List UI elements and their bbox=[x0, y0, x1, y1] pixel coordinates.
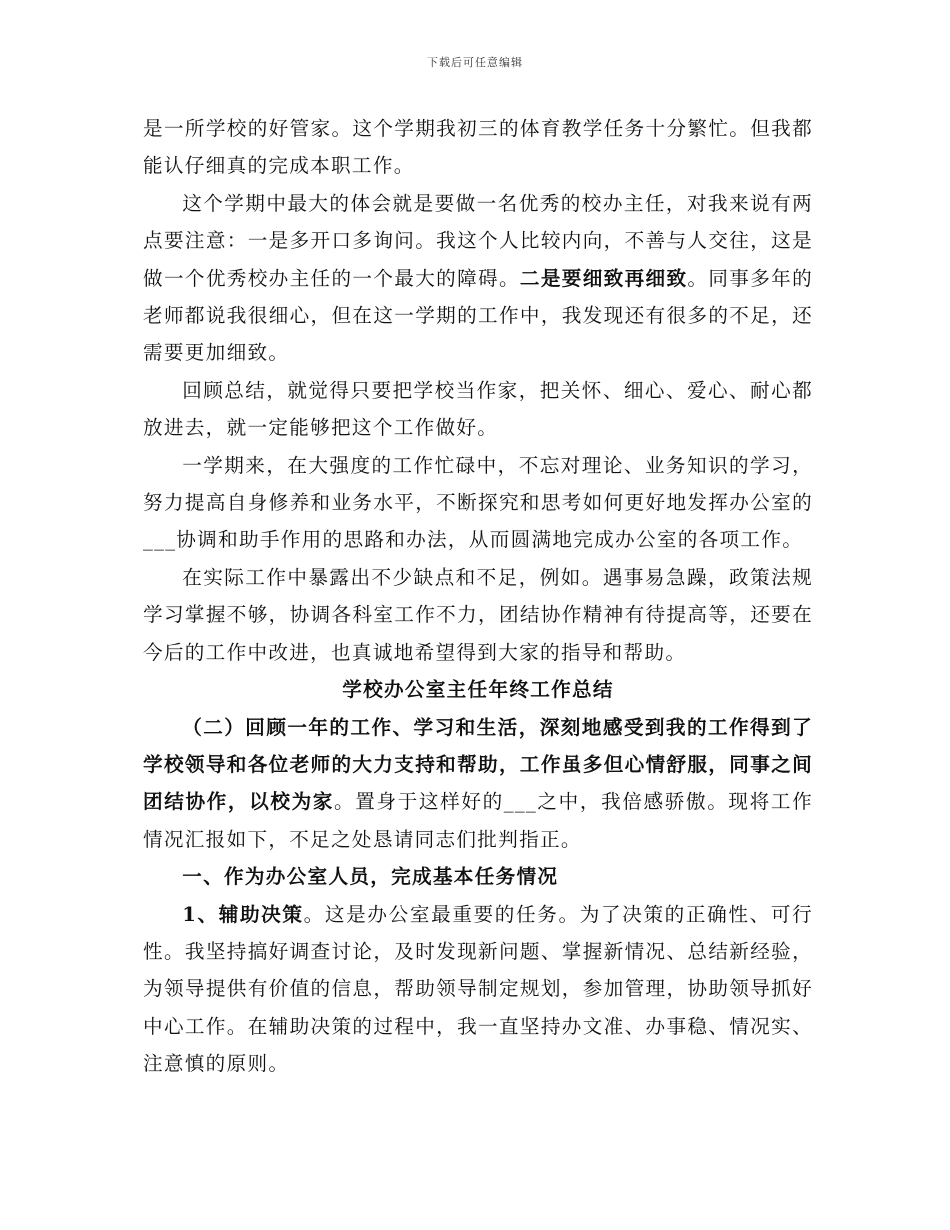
paragraph-7-tail: 。这是办公室最重要的任务。为了决策的正确性、可行性。我坚持搞好调查讨论，及时发现新问题、掌握新情况、总结新经验，为领导提供有价值的信息，帮助领导制定规划，参加管理，协助领导抓好中心工作。在辅助决策的过程中，我一直坚持办文准、办事稳、情况实、注意慎的原则。 bbox=[143, 902, 813, 1076]
paragraph-2-tail: 。同事多年的老师都说我很细心，但在这一学期的工作中，我发现还有很多的不足，还需要更加细致。 bbox=[143, 266, 813, 365]
document-body bbox=[143, 110, 813, 1083]
paragraph-6-bold: （二）回顾一年的工作、学习和生活，深刻地感受到我的工作得到了学校领导和各位老师的大力支持和帮助，工作虽多但心情舒服，同事之间团结协作，以校为家 bbox=[143, 715, 813, 814]
page-header: 下载后可任意编辑 bbox=[427, 56, 523, 69]
paragraph-2 bbox=[143, 185, 813, 372]
document-title: 学校办公室主任年终工作总结 bbox=[342, 678, 614, 702]
paragraph-7-bold: 1、辅助决策 bbox=[182, 902, 304, 926]
paragraph-1: 是一所学校的好管家。这个学期我初三的体育教学任务十分繁忙。但我都能认仔细真的完成本职工作。 bbox=[143, 117, 813, 178]
paragraph-2-text: 这个学期中最大的体会就是要做一名优秀的校办主任，对我来说有两点要注意：一是多开口多询问。我这个人比较内向，不善与人交往，这是做一个优秀校办主任的一个最大的障碍。 bbox=[143, 191, 813, 290]
paragraph-5: 在实际工作中暴露出不少缺点和不足，例如。遇事易急躁，政策法规学习掌握不够，协调各科室工作不力，团结协作精神有待提高等，还要在今后的工作中改进，也真诚地希望得到大家的指导和帮助。 bbox=[143, 565, 813, 664]
paragraph-6 bbox=[143, 709, 813, 859]
section-heading-1: 一、作为办公室人员，完成基本任务情况 bbox=[182, 865, 559, 889]
paragraph-6-tail: 。置身于这样好的___之中，我倍感骄傲。现将工作情况汇报如下，不足之处恳请同志们批判指正。 bbox=[143, 790, 813, 851]
paragraph-4: 一学期来，在大强度的工作忙碌中，不忘对理论、业务知识的学习，努力提高自身修养和业务水平，不断探究和思考如何更好地发挥办公室的___协调和助手作用的思路和办法，从而圆满地完成办公室的各项工作。 bbox=[143, 453, 813, 552]
paragraph-3: 回顾总结，就觉得只要把学校当作家，把关怀、细心、爱心、耐心都放进去，就一定能够把这个工作做好。 bbox=[143, 378, 813, 440]
paragraph-2-bold: 二是要细致再细致 bbox=[519, 266, 688, 290]
paragraph-7 bbox=[143, 896, 813, 1083]
